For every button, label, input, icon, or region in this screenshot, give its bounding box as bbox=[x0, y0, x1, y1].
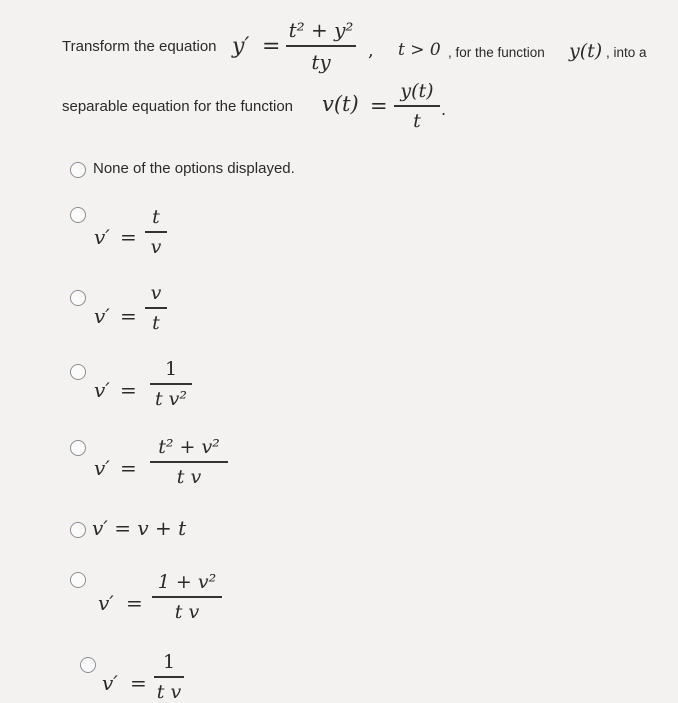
option-fraction bbox=[150, 358, 192, 410]
question-line2: separable equation for the function bbox=[62, 98, 293, 115]
question-lhs: y′ bbox=[232, 34, 250, 59]
option-lhs: v′ bbox=[102, 671, 118, 695]
fraction-bar bbox=[145, 231, 167, 233]
fraction-bar bbox=[150, 383, 192, 385]
option-den: v bbox=[150, 235, 162, 258]
fraction-bar bbox=[154, 676, 184, 678]
option-eq: = bbox=[120, 304, 137, 328]
option-lhs: v′ bbox=[94, 225, 110, 249]
option-eq: = bbox=[126, 591, 143, 615]
option-den: t v bbox=[174, 600, 200, 623]
fraction-bar bbox=[152, 596, 222, 598]
option-lhs: v′ bbox=[94, 378, 110, 402]
question-frac2-num: y(t) bbox=[400, 80, 434, 102]
option-num: t² + v² bbox=[158, 436, 220, 458]
option-eq: = bbox=[130, 671, 147, 695]
option-den: t v bbox=[156, 680, 182, 703]
question-period: . bbox=[441, 100, 447, 119]
question-frac-num: t² + y² bbox=[288, 18, 354, 42]
option-lhs: v′ bbox=[98, 591, 114, 615]
question-frac2-den: t bbox=[413, 109, 421, 132]
option-fraction bbox=[150, 436, 228, 488]
question-eq2: = bbox=[370, 94, 388, 118]
option-eq: = bbox=[120, 225, 137, 249]
fraction-bar bbox=[286, 45, 356, 47]
question-func2: v(t) bbox=[322, 92, 359, 116]
radio-button[interactable] bbox=[70, 440, 86, 456]
option-fraction bbox=[154, 651, 184, 703]
radio-button[interactable] bbox=[70, 522, 86, 538]
option-lhs: v′ bbox=[94, 456, 110, 480]
radio-button[interactable] bbox=[70, 290, 86, 306]
option-fraction bbox=[152, 571, 222, 623]
option-eq: = bbox=[120, 456, 137, 480]
option-num: 1 + v² bbox=[157, 571, 217, 593]
radio-button[interactable] bbox=[70, 572, 86, 588]
question-func: y(t) bbox=[569, 40, 603, 62]
option-den: t v bbox=[176, 465, 202, 488]
question-into-text: , into a bbox=[606, 45, 647, 60]
fraction-bar bbox=[394, 105, 440, 107]
fraction-bar bbox=[145, 307, 167, 309]
radio-button[interactable] bbox=[80, 657, 96, 673]
question-fraction bbox=[286, 18, 356, 74]
question-eq: = bbox=[262, 34, 281, 59]
question-intro: Transform the equation bbox=[62, 38, 217, 55]
option-fraction bbox=[145, 282, 167, 334]
option-num: 1 bbox=[164, 358, 178, 380]
option-den: t v² bbox=[154, 387, 188, 410]
option-den: t bbox=[152, 311, 160, 334]
radio-button[interactable] bbox=[70, 364, 86, 380]
question-for-text: , for the function bbox=[448, 45, 545, 60]
option-num: t bbox=[152, 206, 160, 228]
question-comma: , bbox=[368, 40, 374, 61]
fraction-bar bbox=[150, 461, 228, 463]
option-num: v bbox=[150, 282, 162, 304]
question-frac-den: ty bbox=[311, 49, 331, 74]
option-eq: = bbox=[120, 378, 137, 402]
option-lhs: v′ bbox=[94, 304, 110, 328]
question-fraction-2 bbox=[394, 80, 440, 132]
option-label: None of the options displayed. bbox=[93, 160, 295, 177]
radio-button[interactable] bbox=[70, 162, 86, 178]
option-num: 1 bbox=[162, 651, 176, 673]
option-inline: v′ = v + t bbox=[92, 516, 187, 540]
question-condition: t > 0 bbox=[398, 40, 441, 60]
radio-button[interactable] bbox=[70, 207, 86, 223]
option-fraction bbox=[145, 206, 167, 258]
